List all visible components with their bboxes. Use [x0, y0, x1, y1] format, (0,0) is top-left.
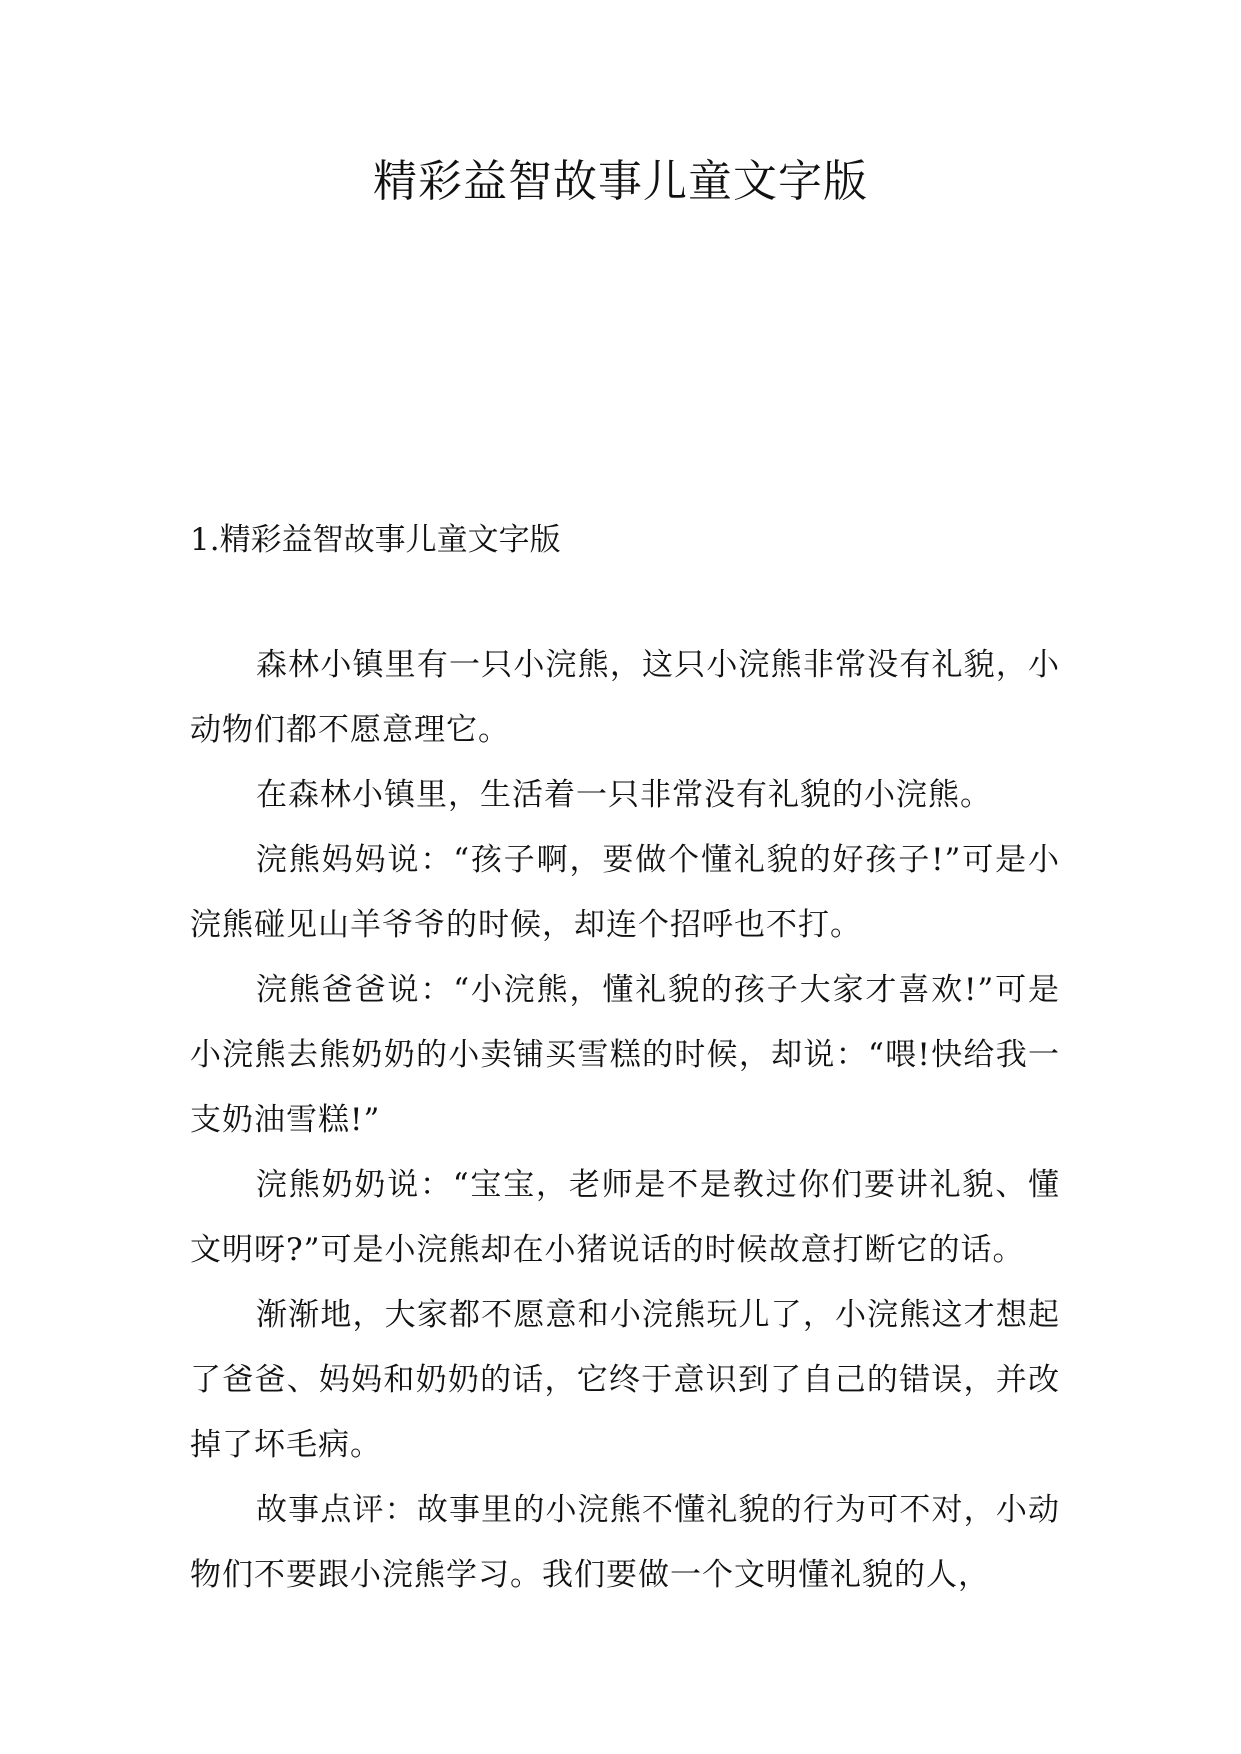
paragraph: 浣熊爸爸说：“小浣熊，懂礼貌的孩子大家才喜欢!”可是小浣熊去熊奶奶的小卖铺买雪糕的时候，却说：“喂!快给我一支奶油雪糕!” — [190, 972, 1060, 1138]
section-heading: 1.精彩益智故事儿童文字版 — [190, 522, 561, 558]
paragraph: 森林小镇里有一只小浣熊，这只小浣熊非常没有礼貌，小动物们都不愿意理它。 — [190, 647, 1060, 748]
paragraph: 渐渐地，大家都不愿意和小浣熊玩儿了，小浣熊这才想起了爸爸、妈妈和奶奶的话，它终于意识到了自己的错误，并改掉了坏毛病。 — [190, 1297, 1060, 1463]
paragraph: 在森林小镇里，生活着一只非常没有礼貌的小浣熊。 — [256, 777, 992, 813]
story-body — [190, 633, 1060, 1608]
paragraph: 浣熊妈妈说：“孩子啊，要做个懂礼貌的好孩子!”可是小浣熊碰见山羊爷爷的时候，却连个招呼也不打。 — [190, 842, 1060, 943]
paragraph: 浣熊奶奶说：“宝宝，老师是不是教过你们要讲礼貌、懂文明呀?”可是小浣熊却在小猪说话的时候故意打断它的话。 — [190, 1167, 1060, 1268]
paragraph: 故事点评：故事里的小浣熊不懂礼貌的行为可不对，小动物们不要跟小浣熊学习。我们要做一个文明懂礼貌的人， — [190, 1492, 1060, 1593]
document-title: 精彩益智故事儿童文字版 — [373, 156, 868, 207]
